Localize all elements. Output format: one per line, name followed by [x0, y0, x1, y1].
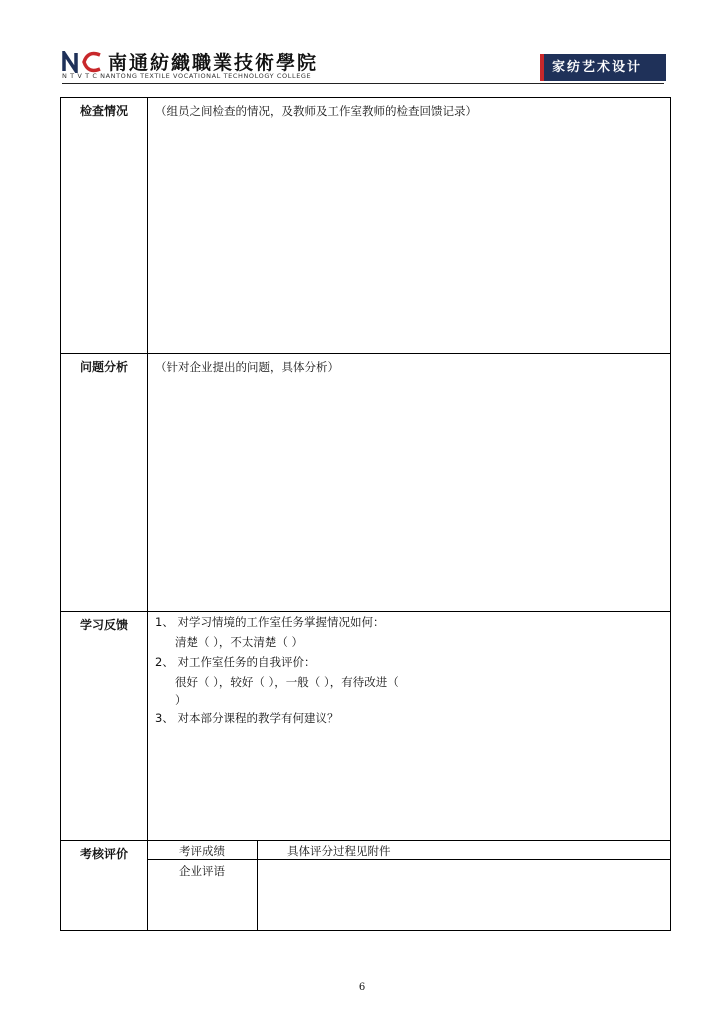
- page-number: 6: [358, 982, 366, 993]
- column-divider: [147, 612, 148, 840]
- feedback-question-1: 1、 对学习情境的工作室任务掌握情况如何：: [155, 615, 385, 629]
- score-value: 具体评分过程见附件: [287, 844, 391, 858]
- comment-label: 企业评语: [179, 864, 225, 878]
- feedback-question-3: 3、 对本部分课程的教学有何建议？: [155, 711, 339, 725]
- course-badge: 家纺艺术设计: [540, 54, 666, 81]
- feedback-content: [155, 612, 399, 728]
- school-name-cn: 南通紡織職業技術學院: [108, 52, 319, 74]
- school-name-en: N T V T C NANTONG TEXTILE VOCATIONAL TECHNOLOGY COLLEGE: [62, 72, 312, 80]
- feedback-options-1: 清楚（ ），不太清楚（ ）: [175, 635, 304, 649]
- row-label-feedback: 学习反馈: [79, 618, 128, 632]
- row-feedback: [61, 612, 670, 840]
- comment-field[interactable]: [258, 860, 670, 930]
- problem-hint: （针对企业提出的问题，具体分析）: [155, 360, 339, 374]
- row-check: [61, 98, 670, 353]
- feedback-options-2: 很好（ ），较好（ ），一般（ ），有待改进（: [175, 675, 399, 689]
- column-divider: [147, 354, 148, 611]
- page-header: [62, 48, 664, 82]
- row-label-check: 检查情况: [79, 104, 128, 118]
- report-table: [60, 97, 671, 931]
- row-assess: [61, 841, 670, 931]
- column-divider: [147, 98, 148, 353]
- column-divider: [147, 841, 148, 931]
- row-problem: [61, 354, 670, 611]
- feedback-options-2-tail: ）: [175, 693, 187, 707]
- row-label-assess: 考核评价: [79, 847, 128, 861]
- score-label: 考评成绩: [179, 844, 225, 858]
- school-logo-icon: [62, 51, 104, 73]
- row-label-problem: 问题分析: [79, 360, 128, 374]
- header-divider: [62, 83, 664, 84]
- check-hint: （组员之间检查的情况，及教师及工作室教师的检查回馈记录）: [155, 104, 477, 118]
- feedback-question-2: 2、 对工作室任务的自我评价：: [155, 655, 316, 669]
